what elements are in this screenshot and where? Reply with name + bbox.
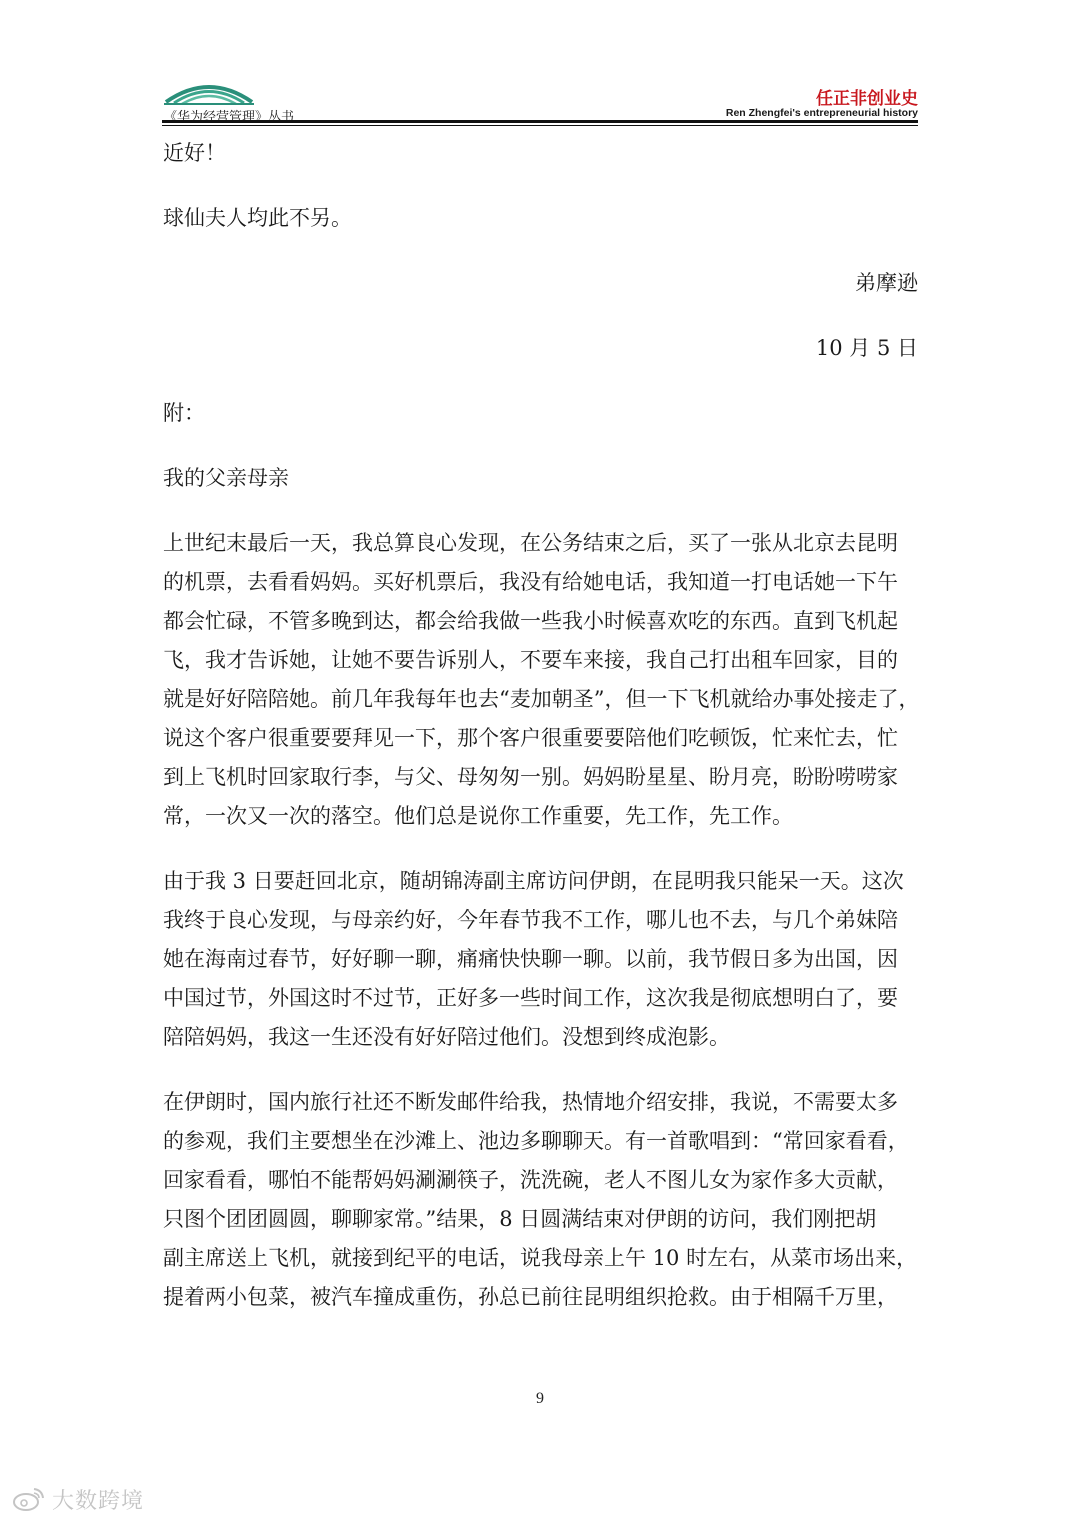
paragraph-line: 只图个团团圆圆，聊聊家常。”结果，8 日圆满结束对伊朗的访问，我们刚把胡 <box>163 1207 877 1231</box>
brand-title-cn: 任正非创业史 <box>816 89 918 109</box>
letter-signature: 弟摩逊 <box>855 271 918 295</box>
paragraph-line: 我终于良心发现，与母亲约好，今年春节我不工作，哪儿也不去，与几个弟妹陪 <box>163 908 898 932</box>
paragraph-line: 飞，我才告诉她，让她不要告诉别人，不要车来接，我自己打出租车回家，目的 <box>163 648 898 672</box>
paragraph-line: 都会忙碌，不管多晚到达，都会给我做一些我小时候喜欢吃的东西。直到飞机起 <box>163 609 898 633</box>
letter-greeting: 近好！ <box>163 141 226 165</box>
paragraph-line: 提着两小包菜，被汽车撞成重伤，孙总已前往昆明组织抢救。由于相隔千万里， <box>163 1285 898 1309</box>
series-title: 《华为经营管理》丛书 <box>164 110 295 125</box>
paragraph-line: 上世纪末最后一天，我总算良心发现，在公务结束之后，买了一张从北京去昆明 <box>163 531 898 555</box>
letter-date: 10 月 5 日 <box>815 336 918 360</box>
watermark-text: 大数跨境 <box>52 1488 145 1514</box>
paragraph-line: 她在海南过春节，好好聊一聊，痛痛快快聊一聊。以前，我节假日多为出国，因 <box>163 947 898 971</box>
paragraph-line: 由于我 3 日要赶回北京，随胡锦涛副主席访问伊朗，在昆明我只能呆一天。这次 <box>163 869 904 893</box>
page-number: 9 <box>536 1390 544 1407</box>
attachment-label: 附： <box>163 401 205 425</box>
page-header <box>162 70 918 125</box>
paragraph-3 <box>163 1083 918 1317</box>
watermark <box>12 1484 144 1514</box>
header-rule-thin <box>162 125 918 126</box>
paragraph-line: 在伊朗时，国内旅行社还不断发邮件给我，热情地介绍安排，我说，不需要太多 <box>163 1090 898 1114</box>
letter-regards: 球仙夫人均此不另。 <box>163 206 352 230</box>
mountain-arc-logo-icon <box>164 76 254 106</box>
paragraph-line: 副主席送上飞机，就接到纪平的电话，说我母亲上午 10 时左右，从菜市场出来， <box>163 1246 918 1270</box>
essay-title: 我的父亲母亲 <box>163 466 289 490</box>
paragraph-line: 陪陪妈妈，我这一生还没有好好陪过他们。没想到终成泡影。 <box>163 1025 730 1049</box>
paragraph-line: 就是好好陪陪她。前几年我每年也去“麦加朝圣”，但一下飞机就给办事处接走了， <box>163 687 920 711</box>
paragraph-line: 中国过节，外国这时不过节，正好多一些时间工作，这次我是彻底想明白了，要 <box>163 986 898 1010</box>
paragraph-line: 说这个客户很重要要拜见一下，那个客户很重要要陪他们吃顿饭，忙来忙去，忙 <box>163 726 898 750</box>
header-rule <box>162 120 918 123</box>
paragraph-line: 到上飞机时回家取行李，与父、母匆匆一别。妈妈盼星星、盼月亮，盼盼唠唠家 <box>163 765 898 789</box>
paragraph-line: 的参观，我们主要想坐在沙滩上、池边多聊聊天。有一首歌唱到：“常回家看看， <box>163 1129 909 1153</box>
paragraph-1 <box>163 524 918 836</box>
paragraph-line: 的机票，去看看妈妈。买好机票后，我没有给她电话，我知道一打电话她一下午 <box>163 570 898 594</box>
brand-title-en: Ren Zhengfei's entrepreneurial history <box>725 107 918 119</box>
paragraph-2 <box>163 862 918 1057</box>
paragraph-line: 回家看看，哪怕不能帮妈妈涮涮筷子，洗洗碗，老人不图儿女为家作多大贡献， <box>163 1168 898 1192</box>
weibo-icon <box>12 1485 46 1513</box>
paragraph-line: 常，一次又一次的落空。他们总是说你工作重要，先工作，先工作。 <box>163 804 793 828</box>
page-content <box>163 130 918 1317</box>
